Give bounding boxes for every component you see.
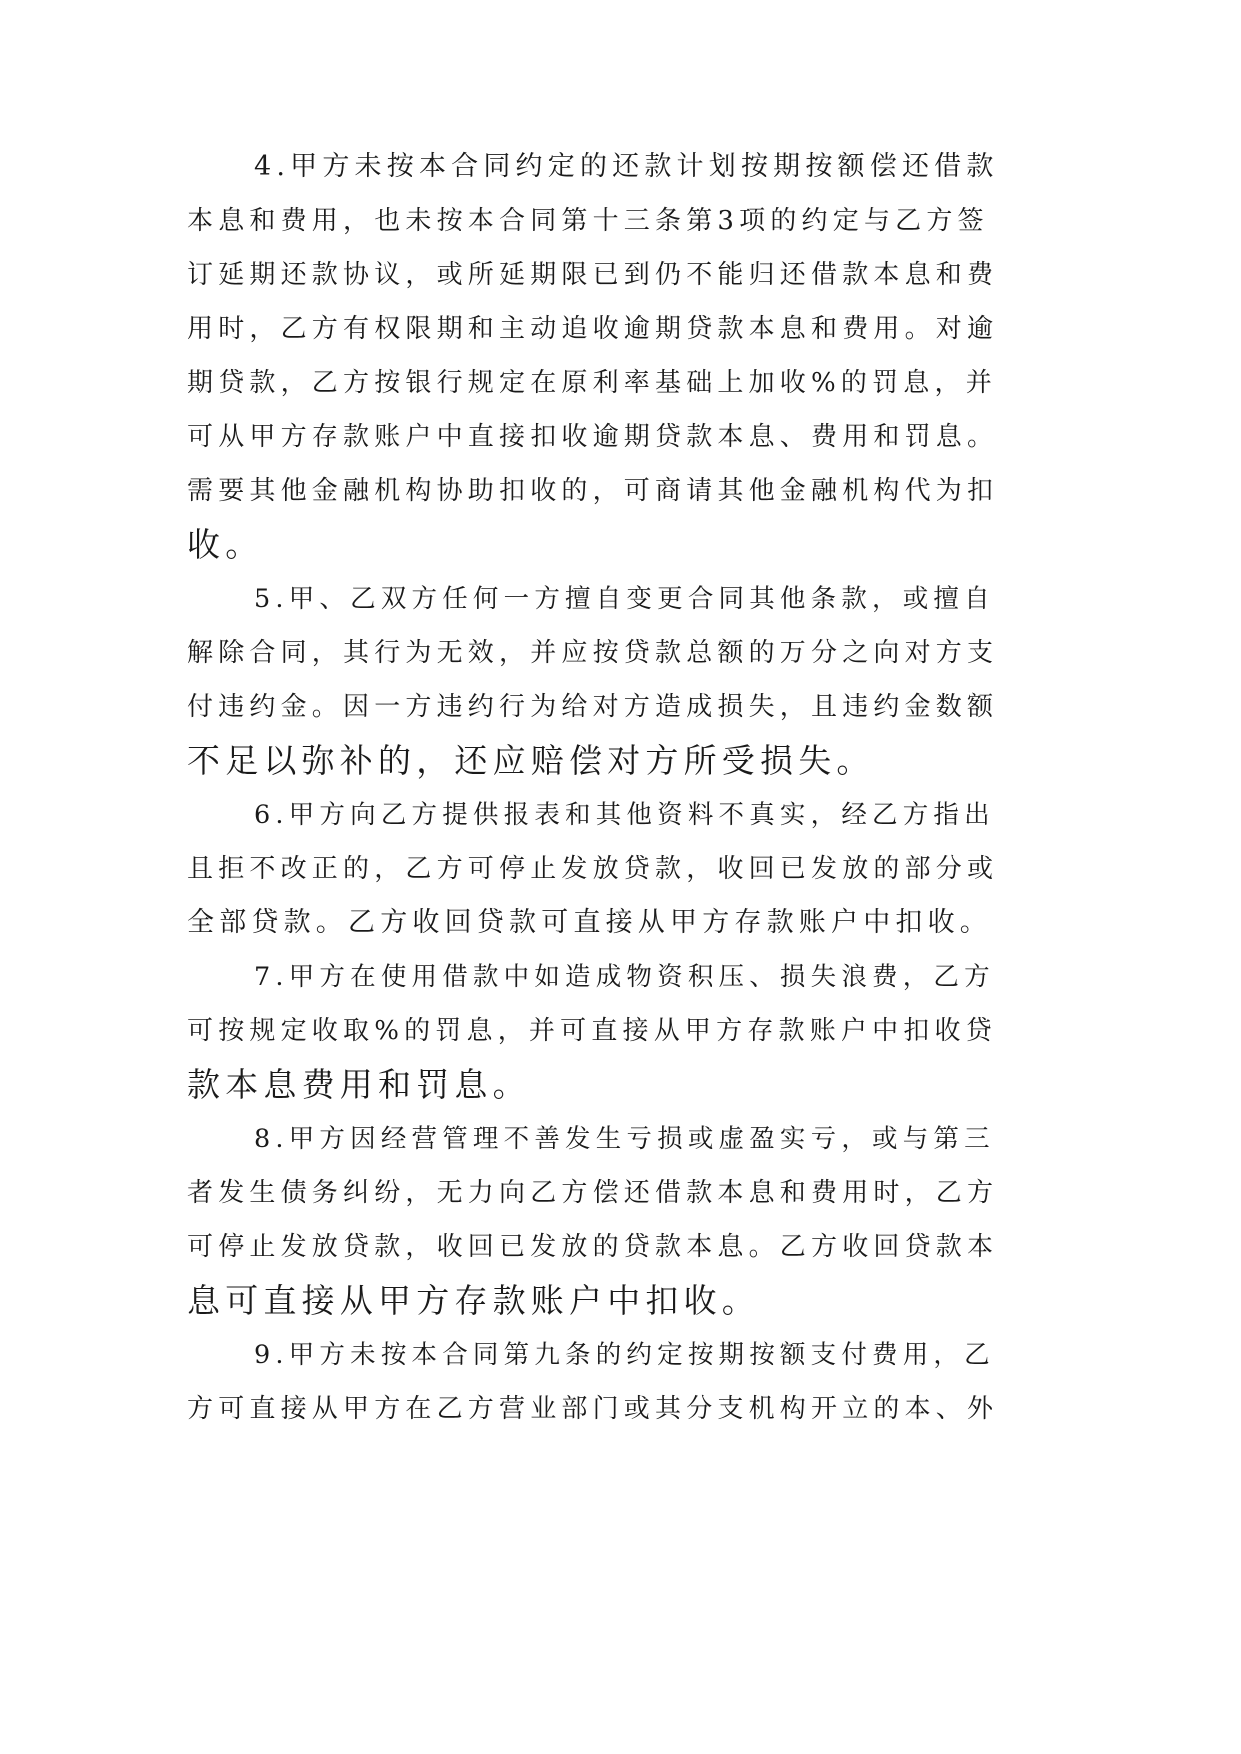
- clause-6-line-3: 全部贷款。乙方收回贷款可直接从甲方存款账户中扣收。: [187, 907, 992, 938]
- clause-4-line-5: 期贷款，乙方按银行规定在原利率基础上加收%的罚息，并: [187, 368, 997, 398]
- clause-8-line-3: 可停止发放贷款，收回已发放的贷款本息。乙方收回贷款本: [187, 1232, 999, 1262]
- clause-6-line-1: 6.甲方向乙方提供报表和其他资料不真实，经乙方指出: [254, 800, 995, 830]
- clause-5-line-4: 不足以弥补的，还应赔偿对方所受损失。: [187, 741, 875, 780]
- clause-4-line-1: 4.甲方未按本合同约定的还款计划按期按额偿还借款: [254, 151, 999, 182]
- clause-8-line-4: 息可直接从甲方存款账户中扣收。: [187, 1281, 760, 1320]
- clause-7-line-2: 可按规定收取%的罚息，并可直接从甲方存款账户中扣收贷: [187, 1016, 997, 1046]
- clause-7-line-1: 7.甲方在使用借款中如造成物资积压、损失浪费，乙方: [254, 962, 995, 992]
- clause-5-line-1: 5.甲、乙双方任何一方擅自变更合同其他条款，或擅自: [254, 584, 995, 614]
- clause-8-line-2: 者发生债务纠纷，无力向乙方偿还借款本息和费用时，乙方: [187, 1178, 999, 1208]
- clause-6-line-2: 且拒不改正的，乙方可停止发放贷款，收回已发放的部分或: [187, 854, 999, 884]
- clause-8-line-1: 8.甲方因经营管理不善发生亏损或虚盈实亏，或与第三: [254, 1124, 995, 1154]
- clause-9-line-2: 方可直接从甲方在乙方营业部门或其分支机构开立的本、外: [187, 1394, 999, 1424]
- clause-7-line-3: 款本息费用和罚息。: [187, 1065, 531, 1104]
- clause-5-line-2: 解除合同，其行为无效，并应按贷款总额的万分之向对方支: [187, 638, 999, 668]
- clause-4-line-7: 需要其他金融机构协助扣收的，可商请其他金融机构代为扣: [187, 476, 999, 506]
- clause-4-line-8: 收。: [187, 525, 264, 564]
- clause-5-line-3: 付违约金。因一方违约行为给对方造成损失，且违约金数额: [187, 692, 999, 722]
- clause-4-line-2: 本息和费用，也未按本合同第十三条第3项的约定与乙方签: [187, 206, 989, 236]
- clause-4-line-6: 可从甲方存款账户中直接扣收逾期贷款本息、费用和罚息。: [187, 422, 999, 452]
- clause-4-line-4: 用时，乙方有权限期和主动追收逾期贷款本息和费用。对逾: [187, 314, 999, 344]
- clause-9-line-1: 9.甲方未按本合同第九条的约定按期按额支付费用，乙: [254, 1340, 995, 1370]
- clause-4-line-3: 订延期还款协议，或所延期限已到仍不能归还借款本息和费: [187, 260, 999, 290]
